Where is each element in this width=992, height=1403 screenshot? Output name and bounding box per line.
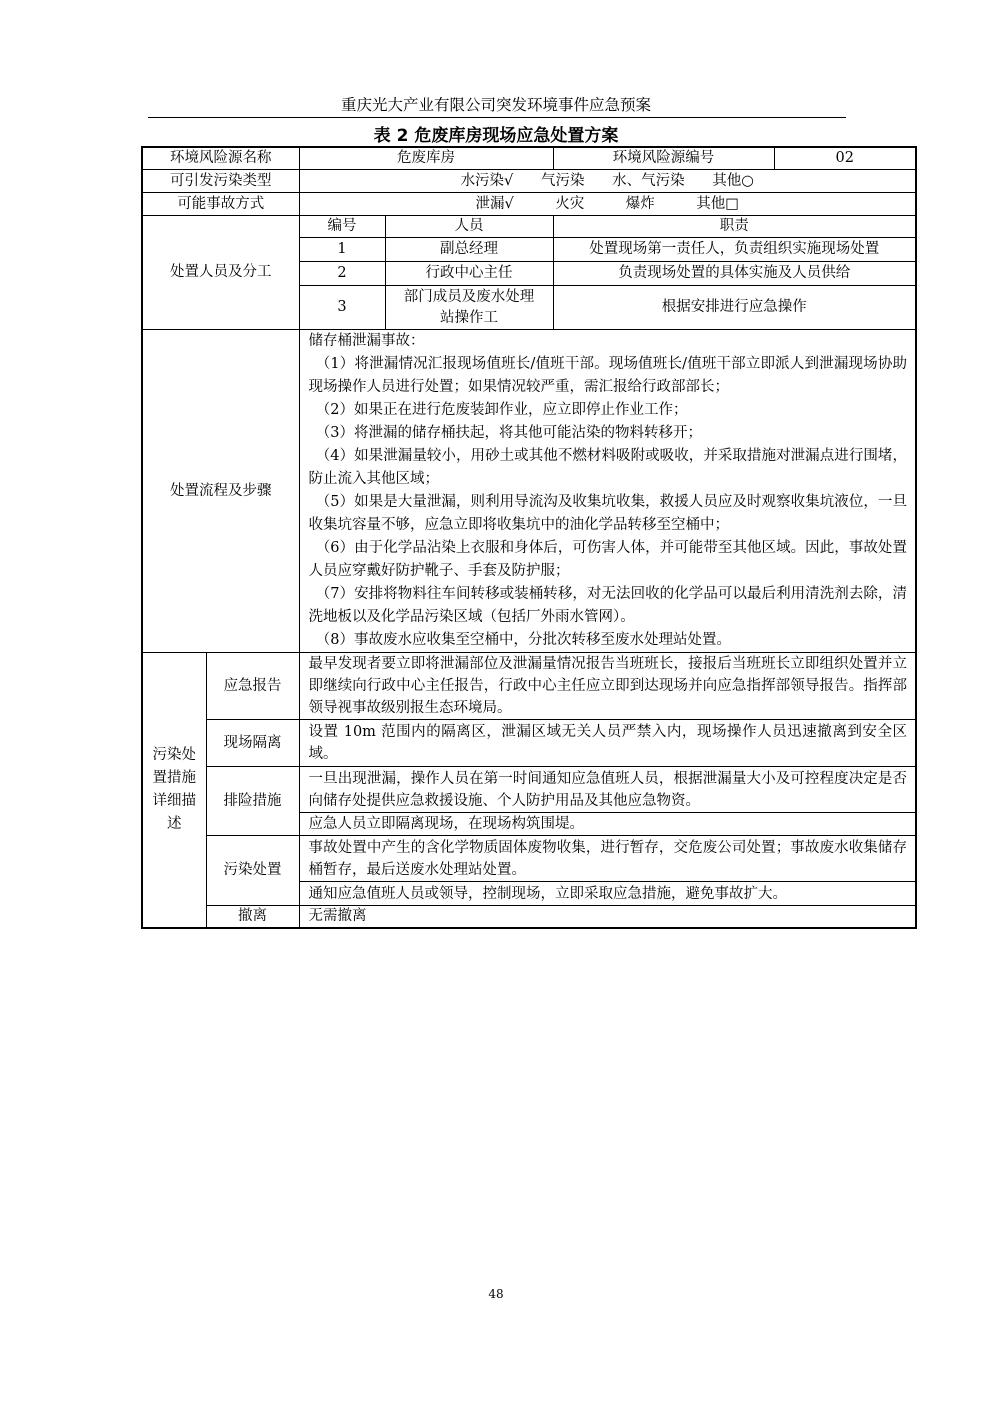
header-rule [148, 117, 846, 118]
table-title: 表 2 危废库房现场应急处置方案 [373, 126, 619, 146]
procedure-step: （6）由于化学品沾染上衣服和身体后，可伤害人体，并可能带至其他区域。因此，事故处置人员应穿戴好防护靴子、手套及防护服； [308, 540, 907, 580]
risk-source-row [142, 147, 916, 170]
measure-row-evacuate [142, 906, 916, 929]
accident-mode-row [142, 193, 916, 216]
procedure-step: （1）将泄漏情况汇报现场值班长/值班干部。现场值班长/值班干部立即派人到泄漏现场协助现场操作人员进行处置；如果情况较严重，需汇报给行政部部长； [308, 356, 907, 396]
measure-text-rescue-1: 一旦出现泄漏，操作人员在第一时间通知应急值班人员，根据泄漏量大小及可控程度决定是否向储存处提供应急救援设施、个人防护用品及其他应急物资。 [299, 767, 916, 813]
risk-source-code-label: 环境风险源编号 [553, 147, 774, 170]
personnel-duty: 处置现场第一责任人，负责组织实施现场处置 [553, 238, 916, 262]
pollution-type-value: 水污染√ 气污染 水、气污染 其他○ [299, 170, 916, 193]
personnel-head-person: 人员 [385, 216, 553, 238]
measure-text-disposal-1: 事故处置中产生的含化学物质固体废物收集，进行暂存，交危废公司处置；事故废水收集储存桶暂存，最后送废水处理站处置。 [299, 836, 916, 882]
measure-text-isolation: 设置 10m 范围内的隔离区，泄漏区域无关人员严禁入内，现场操作人员迅速撤离到安全区域。 [299, 720, 916, 767]
emergency-plan-table [141, 146, 917, 929]
page-number: 48 [488, 1287, 504, 1301]
procedure-row [142, 330, 916, 653]
procedure-step: （7）安排将物料往车间转移或装桶转移，对无法回收的化学品可以最后利用清洗剂去除，清洗地板以及化学品污染区域（包括厂外雨水管网）。 [308, 586, 907, 626]
risk-source-name-value: 危废库房 [299, 147, 553, 170]
personnel-person: 行政中心主任 [385, 262, 553, 286]
pollution-type-label: 可引发污染类型 [142, 170, 299, 193]
page-header: 重庆光大产业有限公司突发环境事件应急预案 [340, 96, 651, 114]
measure-row-disposal [142, 836, 916, 882]
procedure-body [299, 330, 916, 653]
risk-source-code-value: 02 [774, 147, 916, 170]
procedure-label: 处置流程及步骤 [142, 330, 299, 653]
risk-source-name-label: 环境风险源名称 [142, 147, 299, 170]
procedure-step: （2）如果正在进行危废装卸作业，应立即停止作业工作； [315, 402, 688, 419]
measure-label-evacuate: 撤离 [206, 906, 299, 929]
personnel-label: 处置人员及分工 [142, 216, 299, 330]
measure-text-rescue-2: 应急人员立即隔离现场，在现场构筑围堤。 [299, 813, 916, 836]
personnel-no: 2 [299, 262, 385, 286]
measure-label-report: 应急报告 [206, 653, 299, 720]
procedure-step: （8）事故废水应收集至空桶中，分批次转移至废水处理站处置。 [315, 632, 731, 649]
accident-mode-value: 泄漏√ 火灾 爆炸 其他□ [299, 193, 916, 216]
personnel-head-duty: 职责 [553, 216, 916, 238]
personnel-header-row [142, 216, 916, 238]
measure-text-disposal-2: 通知应急值班人员或领导，控制现场，立即采取应急措施，避免事故扩大。 [299, 882, 916, 906]
procedure-step: （5）如果是大量泄漏，则利用导流沟及收集坑收集，救援人员应及时观察收集坑液位，一旦收集坑容量不够，应急立即将收集坑中的油化学品转移至空桶中； [308, 494, 907, 534]
personnel-head-no: 编号 [299, 216, 385, 238]
pollution-type-row [142, 170, 916, 193]
measure-row-rescue [142, 767, 916, 813]
measure-label-isolation: 现场隔离 [206, 720, 299, 767]
procedure-step: （3）将泄漏的储存桶扶起，将其他可能沾染的物料转移开； [315, 425, 702, 442]
personnel-person: 部门成员及废水处理站操作工 [385, 286, 553, 330]
procedure-intro: 储存桶泄漏事故： [308, 333, 425, 350]
measure-row-isolation [142, 720, 916, 767]
measure-row-report [142, 653, 916, 720]
personnel-person: 副总经理 [385, 238, 553, 262]
measure-label-rescue: 排险措施 [206, 767, 299, 836]
accident-mode-label: 可能事故方式 [142, 193, 299, 216]
measure-text-evacuate: 无需撤离 [299, 906, 916, 929]
procedure-step: （4）如果泄漏量较小，用砂土或其他不燃材料吸附或吸收，并采取措施对泄漏点进行围堵，防止流入其他区域； [308, 448, 907, 488]
personnel-duty: 负责现场处置的具体实施及人员供给 [553, 262, 916, 286]
measure-label-disposal: 污染处置 [206, 836, 299, 906]
personnel-no: 3 [299, 286, 385, 330]
personnel-no: 1 [299, 238, 385, 262]
personnel-duty: 根据安排进行应急操作 [553, 286, 916, 330]
measure-text-report: 最早发现者要立即将泄漏部位及泄漏量情况报告当班班长，接报后当班班长立即组织处置并立即继续向行政中心主任报告，行政中心主任应立即到达现场并向应急指挥部领导报告。指挥部领导视事故级别报生态环境局。 [299, 653, 916, 720]
measures-label: 污染处置措施详细描述 [142, 653, 206, 929]
